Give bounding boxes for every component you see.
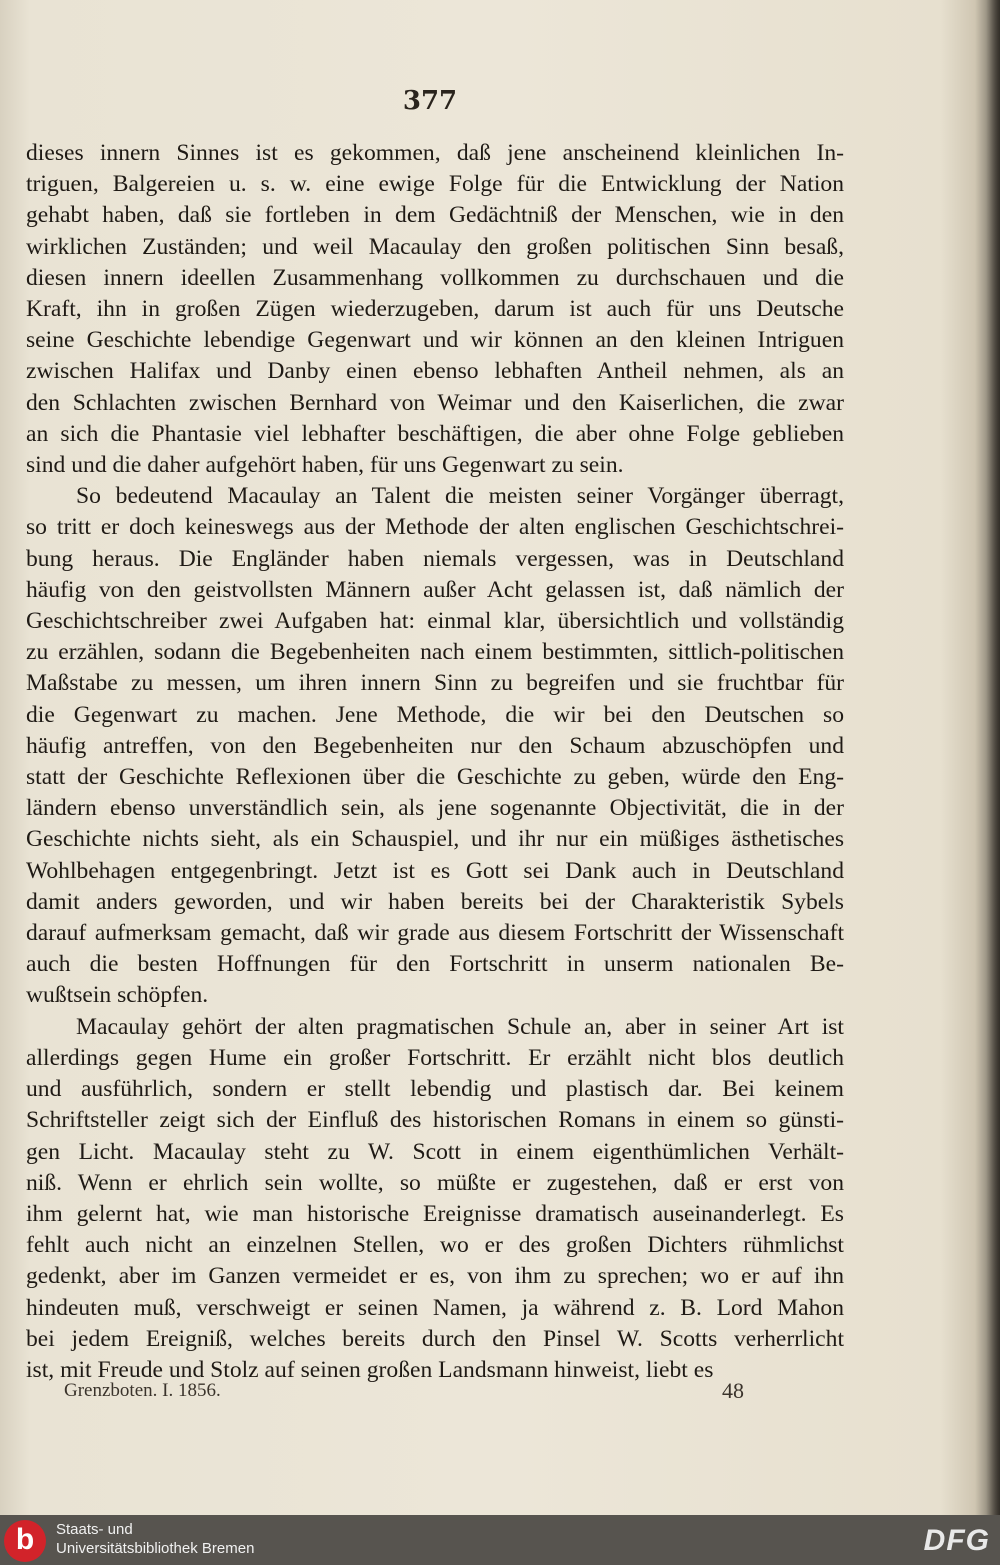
text-line: damit anders geworden, und wir haben bereits bei der Charakteristik Sybels <box>26 888 844 915</box>
text-line: bung heraus. Die Engländer haben niemals vergessen, was in Deutschland <box>26 545 844 572</box>
text-line: diesen innern ideellen Zusammenhang vollkommen zu durchschauen und die <box>26 264 844 291</box>
text-line: gen Licht. Macaulay steht zu W. Scott in einem eigenthümlichen Verhält- <box>26 1138 844 1165</box>
library-logo-icon[interactable]: b <box>4 1520 46 1562</box>
text-line: Geschichtschreiber zwei Aufgaben hat: einmal klar, übersichtlich und vollständig <box>26 608 844 635</box>
text-line: zwischen Halifax und Danby einen ebenso lebhaften Antheil nehmen, als an <box>26 358 844 385</box>
text-line: wußtsein schöpfen. <box>26 982 209 1009</box>
page-number: 377 <box>402 86 458 116</box>
text-line: triguen, Balgereien u. s. w. eine ewige Folge für die Entwicklung der Nation <box>26 171 844 198</box>
text-line: und ausführlich, sondern er stellt lebendig und plastisch dar. Bei keinem <box>26 1076 844 1103</box>
body-text <box>26 138 844 1386</box>
text-line: Wohlbehagen entgegenbringt. Jetzt ist es Gott sei Dank auch in Deutschland <box>26 857 844 884</box>
text-line: seine Geschichte lebendige Gegenwart und wir können an den kleinen Intriguen <box>26 327 844 354</box>
dfg-logo[interactable]: DFG <box>923 1524 990 1557</box>
text-line: fehlt auch nicht an einzelnen Stellen, wo er des großen Dichters rühmlichst <box>26 1232 844 1259</box>
text-line: allerdings gegen Hume ein großer Fortschritt. Er erzählt nicht blos deutlich <box>26 1044 844 1071</box>
text-line: ist, mit Freude und Stolz auf seinen großen Landsmann hinweist, liebt es <box>26 1356 714 1383</box>
footer-signature-number: 48 <box>722 1378 744 1403</box>
text-line: zu erzählen, sodann die Begebenheiten nach einem bestimmten, sittlich-politischen <box>26 639 844 666</box>
text-line: auch die besten Hoffnungen für den Fortschritt in unserm nationalen Be- <box>26 951 844 978</box>
text-line: dieses innern Sinnes ist es gekommen, daß jene anscheinend kleinlichen In- <box>26 140 844 166</box>
text-line: gedenkt, aber im Ganzen vermeidet er es, von ihm zu sprechen; wo er auf ihn <box>26 1263 844 1290</box>
library-name-line-2: Universitätsbibliothek Bremen <box>56 1540 255 1557</box>
text-line: wirklichen Zuständen; und weil Macaulay den großen politischen Sinn besaß, <box>26 233 844 260</box>
text-line: so tritt er doch keineswegs aus der Methode der alten englischen Geschichtschrei- <box>26 514 844 541</box>
text-line: bei jedem Ereigniß, welches bereits durch den Pinsel W. Scotts verherrlicht <box>26 1325 844 1352</box>
text-line: Schriftsteller zeigt sich der Einfluß des historischen Romans in einem so günsti- <box>26 1107 844 1134</box>
text-line: sind und die daher aufgehört haben, für uns Gegenwart zu sein. <box>26 452 624 479</box>
text-line: Geschichte nichts sieht, als ein Schauspiel, und ihr nur ein müßiges ästhetisches <box>26 826 844 853</box>
text-line: darauf aufmerksam gemacht, daß wir grade aus diesem Fortschritt der Wissenschaft <box>26 920 844 947</box>
text-line: gehabt haben, daß sie fortleben in dem Gedächtniß der Menschen, wie in den <box>26 202 844 229</box>
text-line: häufig antreffen, von den Begebenheiten nur den Schaum abzuschöpfen und <box>26 732 844 759</box>
text-line: die Gegenwart zu machen. Jene Methode, die wir bei den Deutschen so <box>26 701 844 728</box>
text-line: So bedeutend Macaulay an Talent die meisten seiner Vorgänger überragt, <box>76 483 844 510</box>
library-name[interactable] <box>56 1520 254 1558</box>
text-line: häufig von den geistvollsten Männern außer Acht gelassen ist, daß nämlich der <box>26 576 844 603</box>
page-edge-shadow <box>986 0 1000 1515</box>
text-line: Kraft, ihn in großen Zügen wiederzugeben, darum ist auch für uns Deutsche <box>26 296 844 323</box>
text-line: ihm gelernt hat, wie man historische Ereignisse dramatisch auseinanderlegt. Es <box>26 1200 844 1227</box>
footer-journal-title: Grenzboten. I. 1856. <box>64 1380 221 1401</box>
text-line: Maßstabe zu messen, um ihren innern Sinn zu begreifen und sie fruchtbar für <box>26 670 844 697</box>
text-line: hindeuten muß, verschweigt er seinen Namen, ja während z. B. Lord Mahon <box>26 1294 844 1321</box>
text-line: ländern ebenso unverständlich sein, als jene sogenannte Objectivität, die in der <box>26 795 844 822</box>
text-line: niß. Wenn er ehrlich sein wollte, so müßte er zugestehen, daß er erst von <box>26 1169 844 1196</box>
page-footer <box>64 1380 744 1408</box>
library-name-line-1: Staats- und <box>56 1521 133 1538</box>
text-line: statt der Geschichte Reflexionen über die Geschichte zu geben, würde den Eng- <box>26 764 844 791</box>
text-line: an sich die Phantasie viel lebhafter beschäftigen, die aber ohne Folge geblieben <box>26 420 844 447</box>
viewer-footer-bar <box>0 1515 1000 1565</box>
text-line: Macaulay gehört der alten pragmatischen Schule an, aber in seiner Art ist <box>76 1013 844 1040</box>
text-line: den Schlachten zwischen Bernhard von Weimar und den Kaiserlichen, die zwar <box>26 389 844 416</box>
